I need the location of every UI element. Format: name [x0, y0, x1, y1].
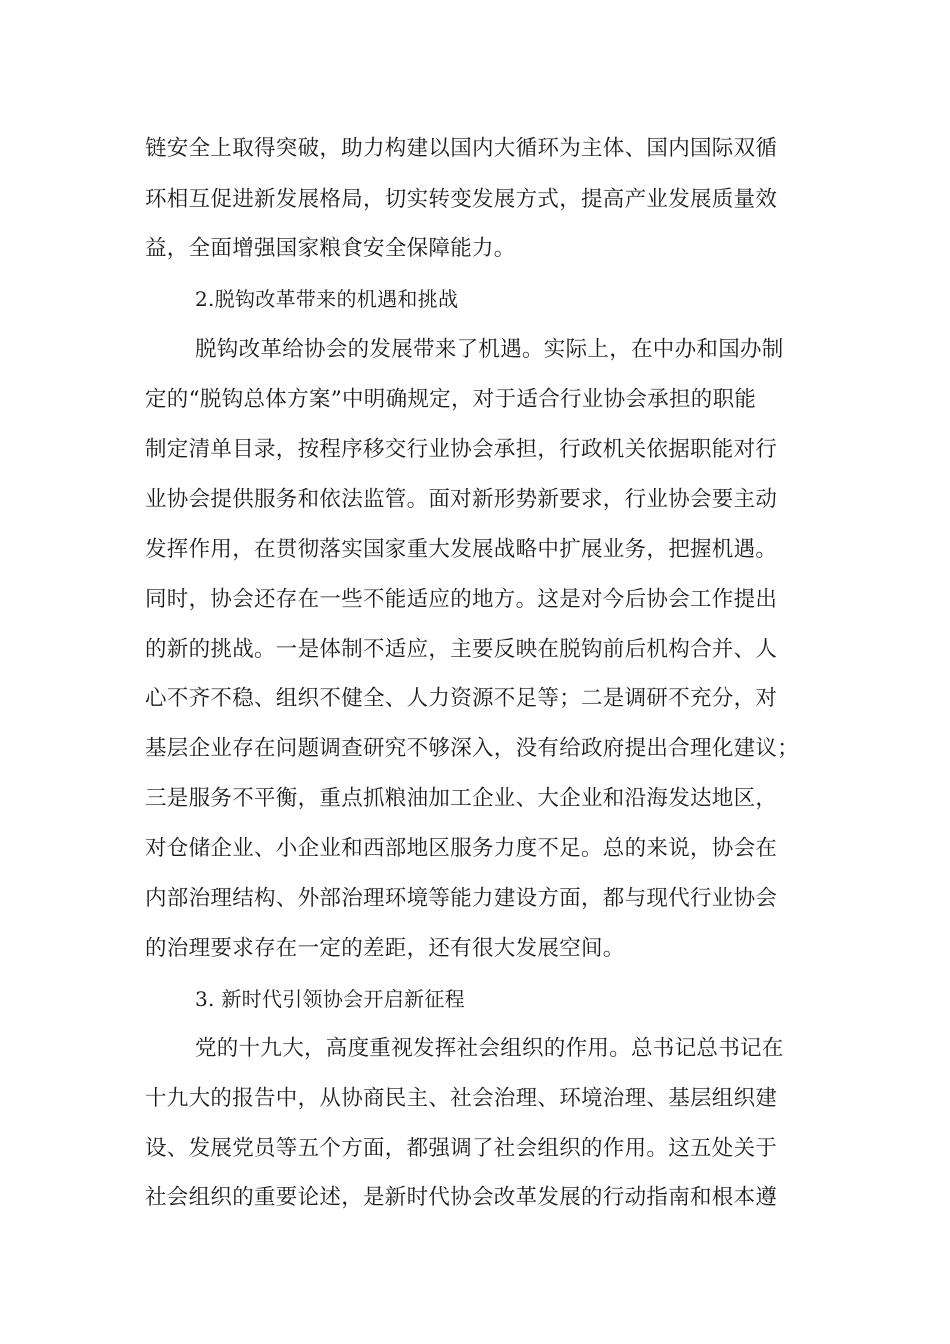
body-line-9: 发挥作用，在贯彻落实国家重大发展战略中扩展业务，把握机遇。	[145, 537, 778, 562]
body-line-17: 的治理要求存在一定的差距，还有很大发展空间。	[145, 936, 625, 961]
body-line-3: 益，全面增强国家粮食安全保障能力。	[145, 236, 516, 261]
body-line-21: 设、发展党员等五个方面，都强调了社会组织的作用。这五处关于	[145, 1136, 778, 1161]
body-line-22: 社会组织的重要论述，是新时代协会改革发展的行动指南和根本遵	[145, 1185, 778, 1210]
body-line-8: 业协会提供服务和依法监管。面对新形势新要求，行业协会要主动	[145, 487, 778, 512]
body-line-1: 链安全上取得突破，助力构建以国内大循环为主体、国内国际双循	[145, 136, 778, 161]
section-heading-2: 2.脱钩改革带来的机遇和挑战	[195, 287, 459, 311]
body-line-20: 十九大的报告中，从协商民主、社会治理、环境治理、基层组织建	[145, 1086, 778, 1111]
body-line-15: 对仓储企业、小企业和西部地区服务力度不足。总的来说，协会在	[145, 836, 778, 861]
body-line-19: 党的十九大，高度重视发挥社会组织的作用。总书记总书记在	[195, 1036, 784, 1061]
body-line-12: 心不齐不稳、组织不健全、人力资源不足等；二是调研不充分，对	[145, 686, 778, 711]
body-line-11: 的新的挑战。一是体制不适应，主要反映在脱钩前后机构合并、人	[145, 637, 778, 662]
section-heading-3: 3. 新时代引领协会开启新征程	[195, 987, 465, 1011]
body-line-6: 定的“脱钩总体方案”中明确规定，对于适合行业协会承担的职能	[145, 387, 757, 412]
body-line-14: 三是服务不平衡，重点抓粮油加工企业、大企业和沿海发达地区，	[145, 786, 778, 811]
body-line-5: 脱钩改革给协会的发展带来了机遇。实际上，在中办和国办制	[195, 337, 784, 362]
body-line-7: 制定清单目录，按程序移交行业协会承担，行政机关依据职能对行	[145, 437, 778, 462]
body-line-10: 同时，协会还存在一些不能适应的地方。这是对今后协会工作提出	[145, 587, 778, 612]
body-line-13: 基层企业存在问题调查研究不够深入，没有给政府提出合理化建议；	[145, 736, 800, 761]
body-line-16: 内部治理结构、外部治理环境等能力建设方面，都与现代行业协会	[145, 886, 778, 911]
body-line-2: 环相互促进新发展格局，切实转变发展方式，提高产业发展质量效	[145, 187, 778, 212]
